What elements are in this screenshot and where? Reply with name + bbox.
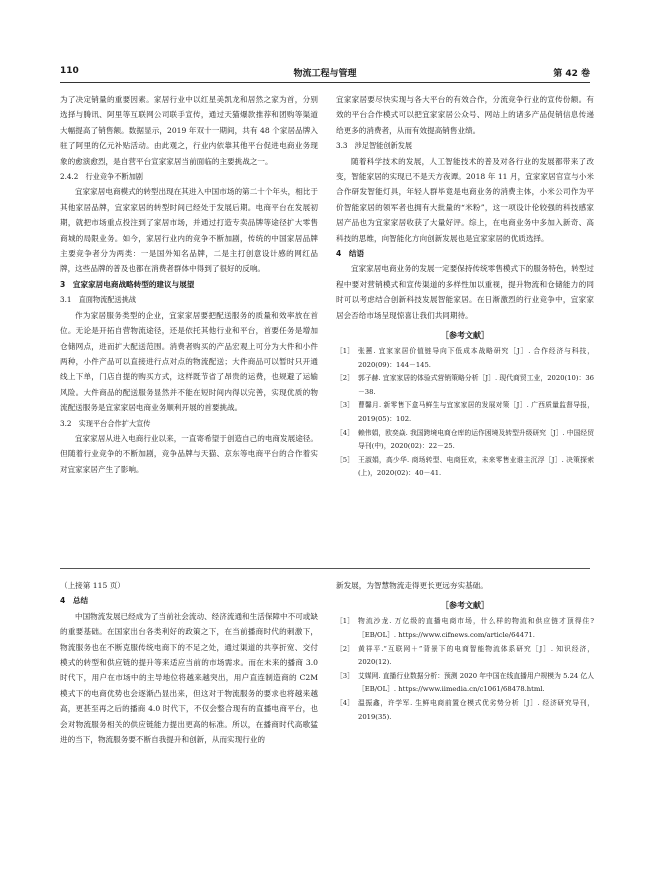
paragraph: 随着科学技术的发展，人工智能技术的普及对各行业的发展都带来了改变，智能家居的实现已不是天方夜谭。2018 年 11 月，宜家家居官宣与小米合作研发智能灯具，年轻人群毕竟是电商业务的消费主体，小米公司作为平价智能家居的领军者也拥有大批量的“米粉”，这一项设计伦较强的科技感家居产品也为宜家家居收获了大量好评。综上，在电商业务中多加入新奇、高科技的思维，向智能化方向创新发展也是宜家家居的优质选择。: [336, 156, 594, 243]
subsection-heading: 3.1 直面物流配送挑战: [60, 295, 137, 305]
reference-number: ［3］: [336, 671, 354, 680]
article-divider: [60, 568, 590, 569]
references-heading: ［参考文献］: [441, 330, 489, 341]
top-right-body: [336, 92, 594, 323]
reference-item: [336, 427, 594, 454]
reference-item: [336, 399, 594, 426]
reference-item: [336, 372, 594, 399]
reference-number: ［3］: [336, 401, 354, 410]
reference-text: 赖伟娟，欧奕焱. 我国跨境电商仓库的运作困境及转型升级研究［J］. 中国经贸导刊(中)，2020(02)：22－25.: [358, 428, 594, 451]
section-heading: 3 宜家家居电商战略转型的建议与展望: [60, 279, 195, 289]
paragraph: 作为家居服务类型的企业，宜家家居要把配送服务的质量和效率放在首位。无论是开拓自营物流途径，还是依托其他行业和平台，首要任务是增加仓储网点，进而扩大配送范围。消费者购买的产品宏观上可分为大件和小件两种，小件产品可以直接进行点对点的物流配送；大件商品可以暂时只开通线上下单，门店自提的购买方式，这样既节省了昂贵的运费，也规避了运输风险。大件商品的配送服务显然并不能在短时间内得以完善，实现优质的物流配送服务是宜家家居电商业务顺利开展的首要挑战。: [60, 310, 318, 413]
paragraph: 为了决定销量的重要因素。家居行业中以红星美凯龙和居然之家为首，分别选择与腾讯、阿里等互联网公司联手宣传，通过天猫爆款推荐和团购等渠道大幅提高了销售额。数据显示，2019 年双十一期间，共有 48 个家居品牌入驻了阿里的亿元补贴活动。由此观之，行业内依靠其他平台促进电商业务现象的愈演愈烈，是自营平台宣家家居当前面临的主要挑战之一。: [60, 95, 318, 166]
subsection-heading: 3.2 实现平台合作扩大宣传: [60, 418, 151, 428]
subsection-heading: 2.4.2 行业竞争不断加剧: [60, 172, 143, 182]
reference-item: [336, 454, 594, 481]
reference-number: ［1］: [336, 617, 354, 626]
paragraph: 宜家家居要尽快实现与各大平台的有效合作，分流竞争行业的宣传份额。有效的平台合作模式可以把宜家家居公众号、网站上的诸多产品促销信息传递给更多的消费者，从而有效提高销售业绩。: [336, 95, 594, 135]
paragraph: 中国物流发展已经成为了当前社会流动、经济流通和生活保障中不可或缺的重要基础。在国家出台各类利好的政策之下，在当前播商时代的刺激下，物流服务也在不断克服传统电商下的不足之处，通过渠道的共享折宽、交付模式的转型和供应链的提升等来适应当前的市场需求。而在未来的播商 3.0 时代下，用户在市场中的主导地位将越来越突出，用户直连制造商的 C2M 模式下的电商优势也会逐渐凸显出来，但这对于物流服务的要求也将越来越高，更甚至再之后的播商 4.0 时代下，不仅会整合现有的直播电商平台，也会对物流服务相关的供应链能力提出更高的标准。所以，在播商时代高歌猛进的当下，物流服务要不断自我提升和创新，从而实现行业的: [60, 611, 318, 745]
reference-item: [336, 345, 594, 372]
subsection-heading: 3.3 涉足智能创新发展: [336, 141, 413, 151]
bottom-right-body: [336, 578, 594, 593]
section-heading: 4 总结: [60, 596, 89, 606]
running-header: [60, 66, 590, 80]
volume-label: 第 42 卷: [553, 69, 590, 79]
reference-item: [336, 697, 594, 724]
paragraph: （上接第 115 页）: [60, 581, 125, 590]
reference-text: 张蕙. 宜家家居价值链导向下低成本战略研究［J］. 合作经济与科技，2020(09)：144－145.: [358, 347, 594, 369]
reference-item: [336, 643, 594, 670]
reference-text: 曹馨月. 新零售下盒马鲜生与宜家家居的发展对策［J］. 广西质量监督导报，2019(05)：102.: [358, 401, 594, 424]
reference-text: 艾媒网. 直播行业数据分析：预测 2020 年中国在线直播用户规模为 5.24 亿人［EB/OL］. https://www.iimedia.cn/c1061/68478.html.: [358, 671, 594, 694]
top-right-column: [336, 92, 594, 550]
reference-number: ［5］: [336, 455, 354, 464]
reference-number: ［2］: [336, 374, 354, 383]
reference-text: 物流沙龙. 万亿级的直播电商市场，什么样的物流和供应链才顶得住?［EB/OL］. https://www.cifnews.com/article/64471.: [358, 617, 594, 639]
page-number: 110: [60, 66, 79, 76]
paragraph: 宜家家居电商模式的转型出现在其进入中国市场的第二十个年头，相比于其他家居品牌，宜家家居的转型时间已经处于发展后期。电商平台在发展初期，就把市场重点投注到了家居市场，并通过打造专卖品牌等途径扩大零售商城的局限业务。如今，家居行业内的竞争不断加剧，传统的中国家居品牌主要竞争者分为两类：一是国外知名品牌，二是主打创意设计感的网红品牌，这些品牌的普及也都在消费者群体中得到了很好的反响。: [60, 187, 318, 274]
references-list: [336, 345, 594, 481]
paragraph: 新发展，为智慧物流走得更长更远夯实基础。: [336, 581, 488, 590]
reference-item: [336, 615, 594, 642]
reference-number: ［1］: [336, 347, 354, 356]
reference-text: 王淑娟，高少华. 商场转型、电商狂欢，未来零售业谁主沉浮［J］. 决策探索(上)，2020(02)：40－41.: [358, 455, 594, 478]
reference-text: 郭子赫. 宜家家居的体验式营销策略分析［J］. 现代商贸工业，2020(10)：36－38.: [358, 374, 594, 396]
references-list: [336, 615, 594, 724]
reference-text: 黄祥平.“互联网＋”背景下的电商智能物流体系研究［J］. 知识经济，2020(12).: [358, 644, 594, 667]
reference-item: [336, 670, 594, 697]
bottom-right-column: [336, 578, 594, 838]
reference-number: ［4］: [336, 698, 354, 707]
paragraph: 宜家家居电商业务的发展一定要保持传统零售模式下的服务特色，转型过程中要对营销模式和宣传渠道的多样性加以重视，提升物流和仓储能力的同时可以考虑结合创新科技发展智能家居。在日渐激烈的行业竞争中，宜家家居会否给市场呈现惊喜让我们共同期待。: [336, 264, 594, 320]
top-left-column: [60, 92, 318, 550]
bottom-left-column: [60, 578, 318, 808]
paragraph: 宜家家居从进入电商行业以来，一直寄希望于创造自己的电商发展途径。但随着行业竞争的不断加剧，竞争品牌与天猫、京东等电商平台的合作着实对宜家家居产生了影响。: [60, 433, 318, 474]
section-heading: 4 结语: [336, 249, 365, 259]
reference-text: 温振鑫，许学军. 生鲜电商前置仓模式优劣势分析［J］. 经济研究导刊，2019(35).: [358, 698, 594, 721]
journal-title: 物流工程与管理: [293, 69, 357, 79]
header-rule: [60, 82, 590, 83]
reference-number: ［2］: [336, 644, 354, 653]
reference-number: ［4］: [336, 428, 354, 437]
references-heading: ［参考文献］: [441, 600, 489, 611]
